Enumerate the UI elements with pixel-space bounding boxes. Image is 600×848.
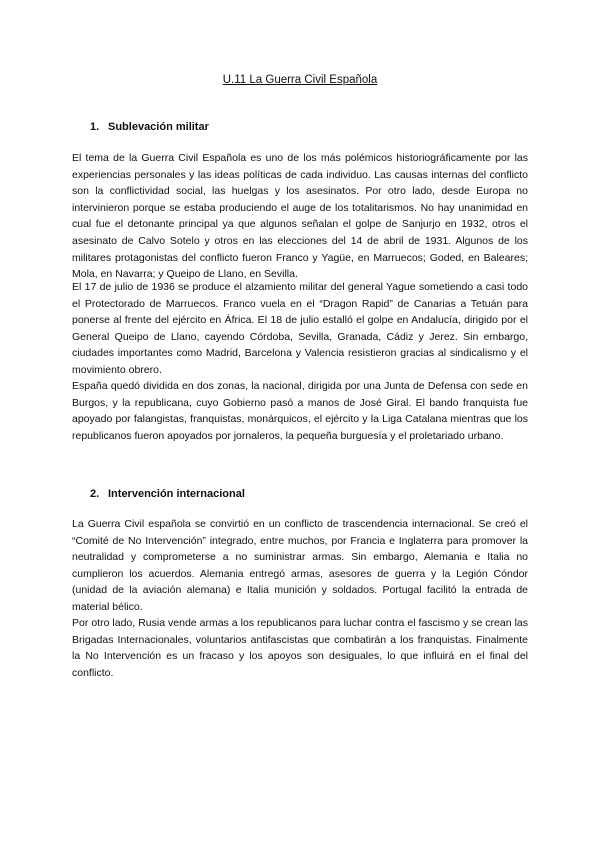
- section-title: Intervención internacional: [108, 488, 245, 500]
- section-heading-intervencion: [90, 488, 245, 500]
- section-number: 2.: [90, 488, 100, 500]
- section-title: Sublevación militar: [108, 121, 209, 133]
- page-title: U.11 La Guerra Civil Española: [222, 74, 378, 86]
- paragraph: El tema de la Guerra Civil Española es uno de los más polémicos historiográficamente por las experiencias personales y las ideas políticas de cada individuo. Las causas internas del conflicto son la conflictividad social, las huelgas y los asesinatos. Por otro lado, desde Europa no intervinieron porque se estaba produciendo el auge de los totalitarismos. No hay unanimidad en cual fue el detonante principal ya que algunos señalan el golpe de Sanjurjo en 1932, otros el asesinato de Calvo Sotelo y otros en las elecciones del 14 de abril de 1931. Algunos de los militares protagonistas del conflicto fueron Franco y Yagüe, en Marruecos; Goded, en Baleares; Mola, en Navarra; y Queipo de Llano, en Sevilla.: [72, 152, 528, 281]
- section-number: 1.: [90, 121, 100, 133]
- paragraph: España quedó dividida en dos zonas, la nacional, dirigida por una Junta de Defensa con sede en Burgos, y la republicana, cuyo Gobierno pasó a manos de José Giral. El bando franquista fue apoyado por falangistas, franquistas, monárquicos, el ejército y la Liga Catalana mientras que los republicanos fueron apoyados por jornaleros, la pequeña burguesía y el proletariado urbano.: [72, 380, 528, 442]
- paragraph: Por otro lado, Rusia vende armas a los republicanos para luchar contra el fascismo y se crean las Brigadas Internacionales, voluntarios antifascistas que combatirán a los franquistas. Finalmente la No Intervención es un fracaso y los apoyos son desiguales, lo que influirá en el final del conflicto.: [72, 617, 528, 679]
- paragraph: La Guerra Civil española se convirtió en un conflicto de trascendencia internacional. Se creó el “Comité de No Intervención” integrado, entre muchos, por Francia e Inglaterra para promover la neutralidad y comprometerse a no suministrar armas. Sin embargo, Alemania e Italia no cumplieron los acuerdos. Alemania entregó armas, asesores de guerra y la Legión Cóndor (unidad de la aviación alemana) e Italia munición y soldados. Portugal facilitó la entrada de material bélico.: [72, 518, 528, 613]
- paragraph: El 17 de julio de 1936 se produce el alzamiento militar del general Yague sometiendo a casi todo el Protectorado de Marruecos. Franco vuela en el “Dragon Rapid” de Canarias a Tetuán para ponerse al frente del ejército en África. El 18 de julio estalló el golpe en Andalucía, dirigido por el General Queipo de Llano, cayendo Córdoba, Sevilla, Granada, Cádiz y Jerez. Sin embargo, ciudades importantes como Madrid, Barcelona y Valencia resistieron gracias al sindicalismo y el movimiento obrero.: [72, 281, 528, 376]
- section-heading-sublevacion: [90, 121, 209, 133]
